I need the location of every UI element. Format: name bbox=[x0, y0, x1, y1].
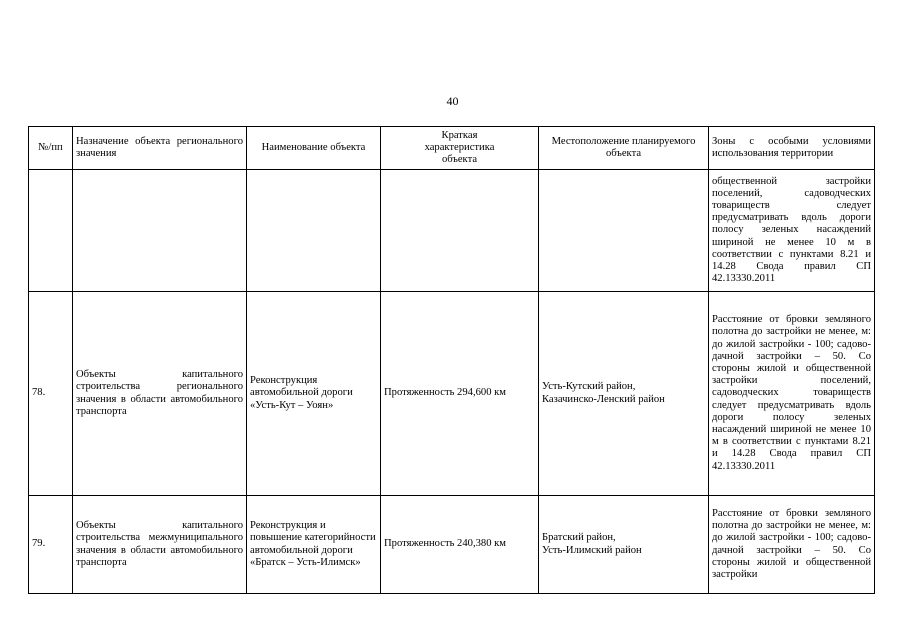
table-row-continuation bbox=[29, 170, 875, 292]
row-purpose bbox=[73, 170, 247, 292]
row-location bbox=[539, 170, 709, 292]
row-characteristics: Протяженность 294,600 км bbox=[381, 292, 539, 496]
row-purpose: Объекты капитального строительства межмуниципального значения в области автомобильного транспорта bbox=[73, 496, 247, 594]
header-num: №/пп bbox=[29, 127, 73, 170]
row-name: Реконструкция автомобильной дороги «Усть-Кут – Уоян» bbox=[247, 292, 381, 496]
row-purpose: Объекты капитального строительства регионального значения в области автомобильного транспорта bbox=[73, 292, 247, 496]
row-zones: Расстояние от бровки земляного полотна до застройки не менее, м: до жилой застройки - 100; садово-дачной застройки – 50. Со стороны жилой и общественной застройки поселений, садоводческих товариществ следует предусматривать вдоль дороги полосу зеленых насаждений шириной не менее 10 м в соответствии с пунктами 8.21 и 14.28 Свода правил СП 42.13330.2011 bbox=[709, 292, 875, 496]
row-location: Братский район, Усть-Илимский район bbox=[539, 496, 709, 594]
row-name: Реконструкция и повышение категорийности автомобильной дороги «Братск – Усть-Илимск» bbox=[247, 496, 381, 594]
page-number: 40 bbox=[446, 94, 459, 108]
row-characteristics: Протяженность 240,380 км bbox=[381, 496, 539, 594]
table-row-79 bbox=[29, 496, 875, 594]
row-characteristics bbox=[381, 170, 539, 292]
row-num bbox=[29, 170, 73, 292]
table-row-78 bbox=[29, 292, 875, 496]
header-characteristics: Краткая характеристика объекта bbox=[381, 127, 539, 170]
row-num: 79. bbox=[29, 496, 73, 594]
row-zones: общественной застройки поселений, садоводческих товариществ следует предусматривать вдоль дороги полосу зеленых насаждений шириной не менее 10 м в соответствии с пунктами 8.21 и 14.28 Свода правил СП 42.13330.2011 bbox=[709, 170, 875, 292]
row-name bbox=[247, 170, 381, 292]
header-purpose: Назначение объекта регионального значения bbox=[73, 127, 247, 170]
table-header-row bbox=[29, 127, 875, 170]
row-location: Усть-Кутский район, Казачинско-Ленский район bbox=[539, 292, 709, 496]
header-zones: Зоны с особыми условиями использования территории bbox=[709, 127, 875, 170]
row-num: 78. bbox=[29, 292, 73, 496]
objects-table bbox=[28, 126, 875, 594]
header-location: Местоположение планируемого объекта bbox=[539, 127, 709, 170]
row-zones: Расстояние от бровки земляного полотна до застройки не менее, м: до жилой застройки - 100; садово-дачной застройки – 50. Со стороны жилой и общественной застройки bbox=[709, 496, 875, 594]
header-name: Наименование объекта bbox=[247, 127, 381, 170]
